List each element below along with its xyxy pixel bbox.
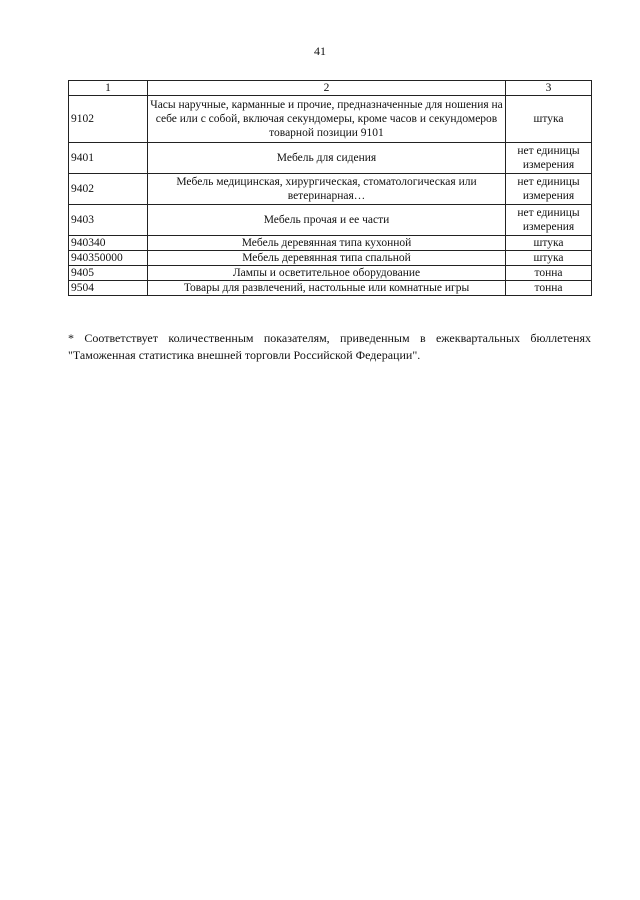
column-header-1: 1 (69, 81, 148, 96)
unit-cell: штука (506, 251, 592, 266)
hs-code-cell: 9504 (69, 281, 148, 296)
table-row (69, 266, 592, 281)
hs-code-cell: 9402 (69, 174, 148, 205)
goods-name-cell: Мебель для сидения (148, 143, 506, 174)
table-row (69, 205, 592, 236)
hs-code-cell: 9405 (69, 266, 148, 281)
unit-cell: нет единицы измерения (506, 205, 592, 236)
page-number: 41 (314, 44, 326, 58)
hs-code-cell: 9102 (69, 96, 148, 143)
footnote-line-1: * Соответствует количественным показателям, приведенным в ежеквартальных бюллетенях (68, 331, 591, 345)
goods-units-table (68, 80, 592, 296)
unit-cell: штука (506, 236, 592, 251)
hs-code-cell: 940340 (69, 236, 148, 251)
table-header-row (69, 81, 592, 96)
hs-code-cell: 940350000 (69, 251, 148, 266)
goods-name-cell: Мебель деревянная типа спальной (148, 251, 506, 266)
table-row (69, 251, 592, 266)
goods-name-cell: Лампы и осветительное оборудование (148, 266, 506, 281)
goods-name-cell: Мебель прочая и ее части (148, 205, 506, 236)
column-header-3: 3 (506, 81, 592, 96)
column-header-2: 2 (148, 81, 506, 96)
table-row (69, 236, 592, 251)
table-row (69, 143, 592, 174)
unit-cell: нет единицы измерения (506, 174, 592, 205)
table-row (69, 174, 592, 205)
hs-code-cell: 9401 (69, 143, 148, 174)
footnote (68, 330, 591, 364)
footnote-line-2: "Таможенная статистика внешней торговли Российской Федерации". (68, 348, 421, 362)
goods-name-cell: Товары для развлечений, настольные или комнатные игры (148, 281, 506, 296)
unit-cell: тонна (506, 266, 592, 281)
unit-cell: нет единицы измерения (506, 143, 592, 174)
hs-code-cell: 9403 (69, 205, 148, 236)
unit-cell: штука (506, 96, 592, 143)
goods-name-cell: Мебель медицинская, хирургическая, стоматологическая или ветеринарная… (148, 174, 506, 205)
goods-name-cell: Мебель деревянная типа кухонной (148, 236, 506, 251)
table-row (69, 281, 592, 296)
goods-name-cell: Часы наручные, карманные и прочие, предназначенные для ношения на себе или с собой, включая секундомеры, кроме часов и секундомеров товарной позиции 9101 (148, 96, 506, 143)
table-row (69, 96, 592, 143)
unit-cell: тонна (506, 281, 592, 296)
